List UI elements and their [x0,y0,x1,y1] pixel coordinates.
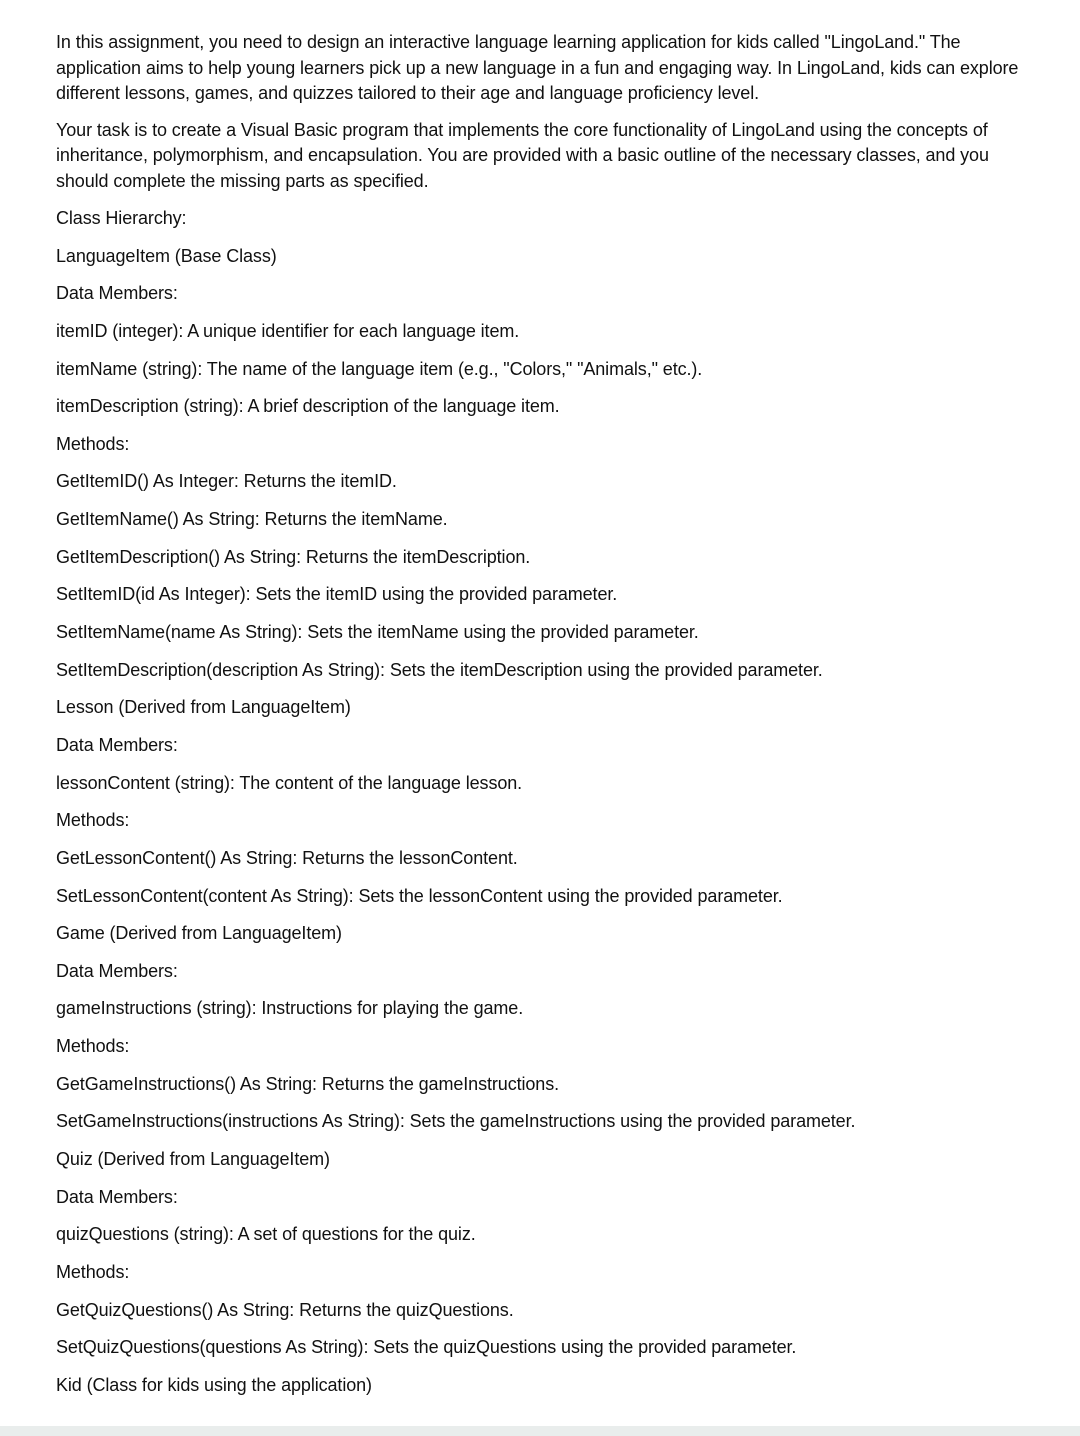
game-class-heading: Game (Derived from LanguageItem) [56,923,342,944]
method-setitemname: SetItemName(name As String): Sets the itemName using the provided parameter. [56,622,699,643]
method-setquizquestions: SetQuizQuestions(questions As String): Sets the quizQuestions using the provided parameter. [56,1337,797,1358]
quiz-class-heading: Quiz (Derived from LanguageItem) [56,1149,330,1170]
method-setitemid: SetItemID(id As Integer): Sets the itemID using the provided parameter. [56,584,618,605]
member-itemdescription: itemDescription (string): A brief description of the language item. [56,396,560,417]
data-members-label: Data Members: [56,960,178,981]
data-members-label: Data Members: [56,1186,178,1207]
class-hierarchy-heading: Class Hierarchy: [56,208,187,228]
kid-class-heading: Kid (Class for kids using the application) [56,1374,372,1395]
assignment-document [56,30,1046,1410]
member-itemid: itemID (integer): A unique identifier for each language item. [56,320,520,341]
bottom-edge-bar [0,1426,1080,1436]
method-getitemname: GetItemName() As String: Returns the itemName. [56,509,448,530]
languageitem-class-heading: LanguageItem (Base Class) [56,245,277,266]
method-getlessoncontent: GetLessonContent() As String: Returns the lessonContent. [56,847,518,868]
member-itemname: itemName (string): The name of the language item (e.g., "Colors," "Animals," etc.). [56,358,703,379]
method-setlessoncontent: SetLessonContent(content As String): Sets the lessonContent using the provided parameter. [56,885,783,906]
method-getquizquestions: GetQuizQuestions() As String: Returns the quizQuestions. [56,1299,514,1320]
data-members-label: Data Members: [56,283,178,304]
member-gameinstructions: gameInstructions (string): Instructions for playing the game. [56,998,524,1019]
method-getgameinstructions: GetGameInstructions() As String: Returns the gameInstructions. [56,1073,560,1094]
intro-paragraph: In this assignment, you need to design an interactive language learning application for kids called "LingoLand." The application aims to help young learners pick up a new language in a fun and engaging way. In LingoLand, kids can explore different lessons, games, and quizzes tailored to their age and language proficiency level. [56,32,1019,103]
data-members-label: Data Members: [56,734,178,755]
method-setitemdescription: SetItemDescription(description As String): Sets the itemDescription using the provided parameter. [56,659,823,680]
member-lessoncontent: lessonContent (string): The content of the language lesson. [56,772,523,793]
lesson-class-heading: Lesson (Derived from LanguageItem) [56,697,351,718]
method-getitemdescription: GetItemDescription() As String: Returns the itemDescription. [56,546,531,567]
methods-label: Methods: [56,1261,130,1282]
member-quizquestions: quizQuestions (string): A set of questions for the quiz. [56,1224,476,1245]
methods-label: Methods: [56,1036,130,1057]
methods-label: Methods: [56,433,130,454]
task-paragraph: Your task is to create a Visual Basic program that implements the core functionality of LingoLand using the concepts of inheritance, polymorphism, and encapsulation. You are provided with a basic outline of the necessary classes, and you should complete the missing parts as specified. [56,119,989,191]
method-setgameinstructions: SetGameInstructions(instructions As String): Sets the gameInstructions using the provided parameter. [56,1111,856,1132]
method-getitemid: GetItemID() As Integer: Returns the itemID. [56,471,397,492]
methods-label: Methods: [56,810,130,831]
